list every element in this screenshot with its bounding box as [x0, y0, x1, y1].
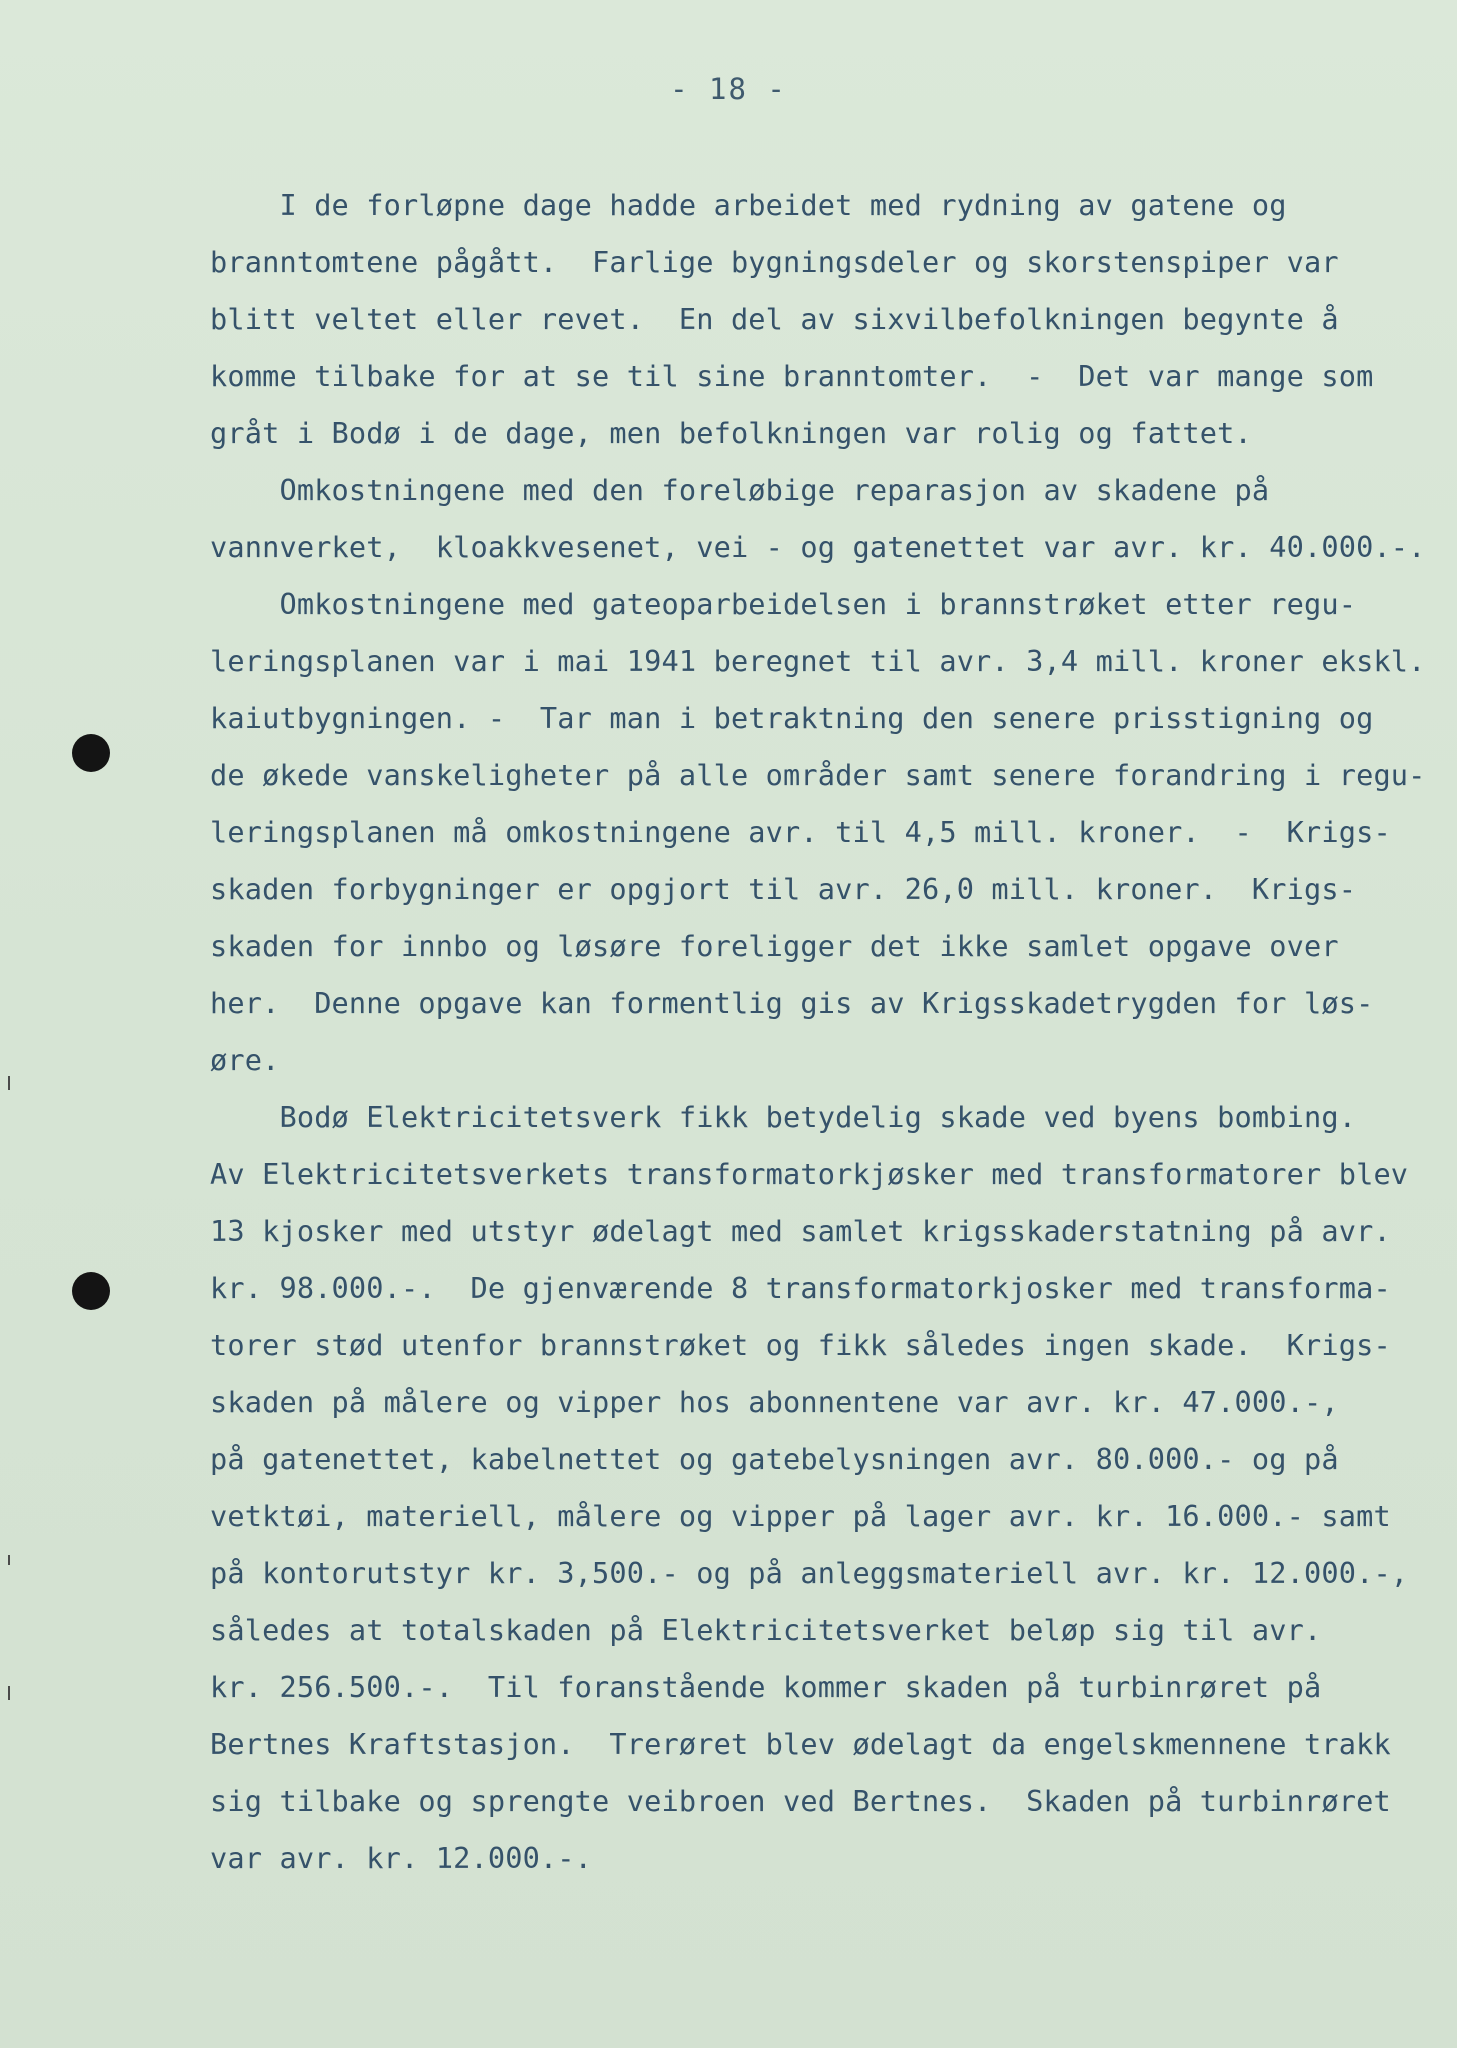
- text-line: sig tilbake og sprengte veibroen ved Bertnes. Skaden på turbinrøret: [210, 1784, 1391, 1818]
- text-line: vannverket, kloakkvesenet, vei - og gatenettet var avr. kr. 40.000.-.: [210, 530, 1426, 564]
- text-line: I de forløpne dage hadde arbeidet med rydning av gatene og: [210, 188, 1287, 222]
- edge-mark: [8, 1686, 10, 1700]
- text-line: her. Denne opgave kan formentlig gis av Krigsskadetrygden for løs-: [210, 986, 1374, 1020]
- text-line: således at totalskaden på Elektricitetsverket beløp sig til avr.: [210, 1613, 1322, 1647]
- text-line: skaden på målere og vipper hos abonnentene var avr. kr. 47.000.-,: [210, 1385, 1339, 1419]
- text-line: kr. 256.500.-. Til foranstående kommer skaden på turbinrøret på: [210, 1670, 1322, 1704]
- text-line: Bodø Elektricitetsverk fikk betydelig skade ved byens bombing.: [210, 1100, 1357, 1134]
- punch-hole: [72, 1272, 110, 1310]
- text-line: på kontorutstyr kr. 3,500.- og på anleggsmateriell avr. kr. 12.000.-,: [210, 1556, 1409, 1590]
- text-line: skaden for innbo og løsøre foreligger det ikke samlet opgave over: [210, 929, 1339, 963]
- text-line: kr. 98.000.-. De gjenværende 8 transformatorkjosker med transforma-: [210, 1271, 1391, 1305]
- edge-mark: [8, 1076, 10, 1090]
- text-line: øre.: [210, 1043, 280, 1077]
- text-line: Omkostningene med den foreløbige reparasjon av skadene på: [210, 473, 1270, 507]
- text-line: skaden forbygninger er opgjort til avr. 26,0 mill. kroner. Krigs-: [210, 872, 1357, 906]
- text-line: leringsplanen var i mai 1941 beregnet til avr. 3,4 mill. kroner ekskl.: [210, 644, 1426, 678]
- text-line: branntomtene pågått. Farlige bygningsdeler og skorstenspiper var: [210, 245, 1339, 279]
- page-number: - 18 -: [670, 72, 787, 106]
- text-line: blitt veltet eller revet. En del av sixvilbefolkningen begynte å: [210, 302, 1339, 336]
- edge-mark: [8, 1555, 10, 1565]
- text-line: de økede vanskeligheter på alle områder samt senere forandring i regu-: [210, 758, 1426, 792]
- text-line: torer stød utenfor brannstrøket og fikk således ingen skade. Krigs-: [210, 1328, 1391, 1362]
- text-line: leringsplanen må omkostningene avr. til 4,5 mill. kroner. - Krigs-: [210, 815, 1391, 849]
- text-line: vetktøi, materiell, målere og vipper på lager avr. kr. 16.000.- samt: [210, 1499, 1391, 1533]
- punch-hole: [72, 734, 110, 772]
- text-line: gråt i Bodø i de dage, men befolkningen var rolig og fattet.: [210, 416, 1252, 450]
- text-line: på gatenettet, kabelnettet og gatebelysningen avr. 80.000.- og på: [210, 1442, 1339, 1476]
- text-line: Omkostningene med gateoparbeidelsen i brannstrøket etter regu-: [210, 587, 1357, 621]
- text-line: kaiutbygningen. - Tar man i betraktning den senere prisstigning og: [210, 701, 1374, 735]
- text-line: var avr. kr. 12.000.-.: [210, 1841, 593, 1875]
- text-line: Bertnes Kraftstasjon. Trerøret blev ødelagt da engelskmennene trakk: [210, 1727, 1391, 1761]
- text-line: Av Elektricitetsverkets transformatorkjøsker med transformatorer blev: [210, 1157, 1409, 1191]
- text-line: komme tilbake for at se til sine branntomter. - Det var mange som: [210, 359, 1374, 393]
- text-line: 13 kjosker med utstyr ødelagt med samlet krigsskaderstatning på avr.: [210, 1214, 1391, 1248]
